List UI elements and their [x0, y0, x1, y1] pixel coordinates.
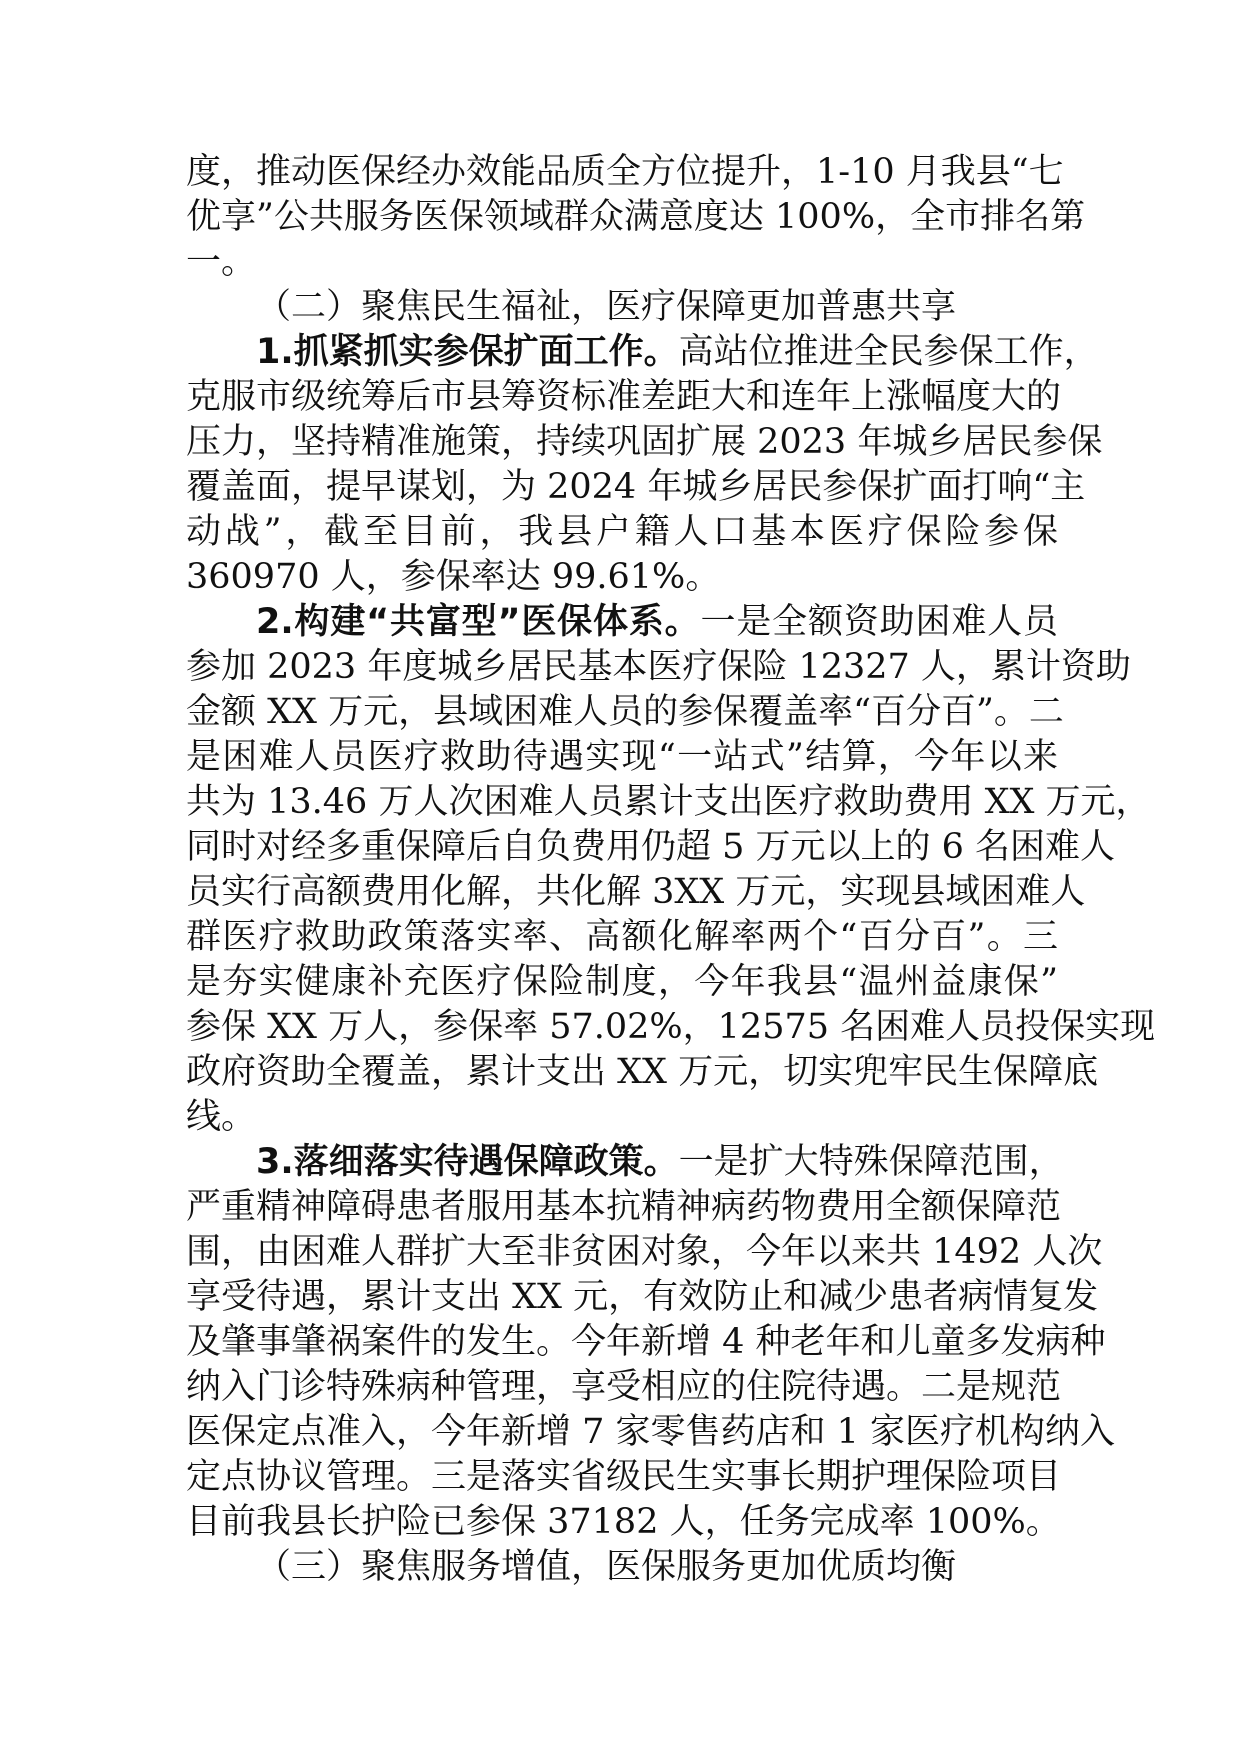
text-line: 优享”公共服务医保领域群众满意度达 100%，全市排名第 [186, 197, 1086, 237]
text-line: 同时对经多重保障后自负费用仍超 5 万元以上的 6 名困难人 [186, 827, 1116, 867]
section-heading-2 [186, 285, 1058, 330]
text-line: 是夯实健康补充医疗保险制度，今年我县“温州益康保” [186, 962, 1058, 1002]
text-line: 动战”，截至目前，我县户籍人口基本医疗保险参保 [186, 512, 1058, 552]
text-line-content: 一是扩大特殊保障范围， [678, 1142, 1064, 1182]
paragraph-item-1 [186, 330, 1103, 600]
paragraph-item-2 [186, 600, 1156, 1140]
section-heading-text: （三）聚焦服务增值，医保服务更加优质均衡 [256, 1547, 957, 1587]
text-line: 目前我县长护险已参保 37182 人，任务完成率 100%。 [186, 1502, 1061, 1542]
text-line-content: 高站位推进全民参保工作， [678, 332, 1099, 372]
text-line: 线。 [186, 1097, 257, 1137]
text-line: 共为 13.46 万人次困难人员累计支出医疗救助费用 XX 万元， [186, 782, 1151, 822]
text-line: 享受待遇，累计支出 XX 元，有效防止和减少患者病情复发 [186, 1277, 1099, 1317]
text-line: 度，推动医保经办效能品质全方位提升，1-10 月我县“七 [186, 152, 1064, 192]
text-line: 及肇事肇祸案件的发生。今年新增 4 种老年和儿童多发病种 [186, 1322, 1106, 1362]
text-line: 克服市级统筹后市县筹资标准差距大和连年上涨幅度大的 [186, 377, 1062, 417]
text-line: 政府资助全覆盖，累计支出 XX 万元，切实兜牢民生保障底 [186, 1052, 1099, 1092]
text-line [186, 600, 1058, 645]
section-heading-text: （二）聚焦民生福祉，医疗保障更加普惠共享 [256, 287, 957, 327]
text-line: 员实行高额费用化解，共化解 3XX 万元，实现县域困难人 [186, 872, 1086, 912]
text-line: 覆盖面，提早谋划，为 2024 年城乡居民参保扩面打响“主 [186, 467, 1086, 507]
text-line: 严重精神障碍患者服用基本抗精神病药物费用全额保障范 [186, 1187, 1062, 1227]
item-heading: 2.构建“共富型”医保体系。 [256, 602, 701, 642]
text-line: 群医疗救助政策落实率、高额化解率两个“百分百”。三 [186, 917, 1058, 957]
text-line: 定点协议管理。三是落实省级民生实事长期护理保险项目 [186, 1457, 1062, 1497]
document-page [186, 150, 1156, 1590]
text-line: 参保 XX 万人，参保率 57.02%，12575 名困难人员投保实现 [186, 1007, 1156, 1047]
item-heading: 1.抓紧抓实参保扩面工作。 [256, 332, 679, 372]
text-line: 压力，坚持精准施策，持续巩固扩展 2023 年城乡居民参保 [186, 422, 1103, 462]
text-line-content: 一是全额资助困难人员 [700, 602, 1058, 642]
text-line: 参加 2023 年度城乡居民基本医疗保险 12327 人，累计资助 [186, 647, 1131, 687]
paragraph-intro [186, 150, 1086, 285]
text-line [186, 330, 1099, 375]
text-line: 是困难人员医疗救助待遇实现“一站式”结算，今年以来 [186, 737, 1058, 777]
text-line: 360970 人，参保率达 99.61%。 [186, 557, 721, 597]
paragraph-item-3 [186, 1140, 1116, 1545]
item-heading: 3.落细落实待遇保障政策。 [256, 1142, 679, 1182]
text-line: 纳入门诊特殊病种管理，享受相应的住院待遇。二是规范 [186, 1367, 1062, 1407]
text-line: 医保定点准入，今年新增 7 家零售药店和 1 家医疗机构纳入 [186, 1412, 1116, 1452]
text-line: 金额 XX 万元，县域困难人员的参保覆盖率“百分百”。二 [186, 692, 1064, 732]
text-line: 围，由困难人群扩大至非贫困对象，今年以来共 1492 人次 [186, 1232, 1103, 1272]
text-line: 一。 [186, 242, 257, 282]
text-line [186, 1140, 1064, 1185]
section-heading-3 [186, 1545, 1058, 1590]
